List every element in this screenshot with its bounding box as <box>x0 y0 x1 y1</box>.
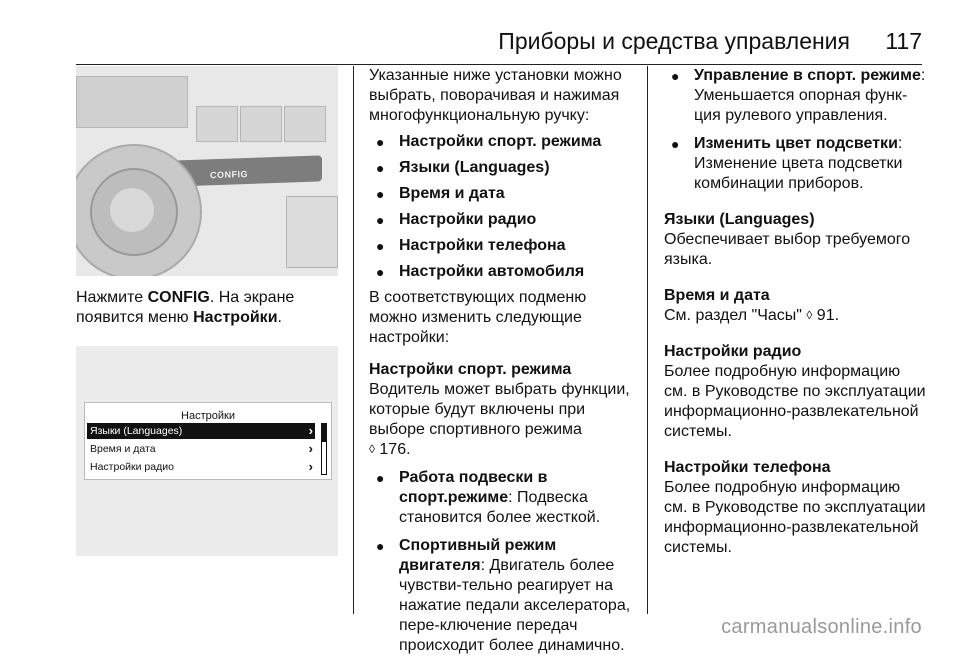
column-3 <box>664 66 928 558</box>
page-number: 117 <box>885 28 922 54</box>
menu-item: Настройки радио › <box>90 459 313 474</box>
bullet-item: ● Языки (Languages) <box>369 158 634 178</box>
section-text: Обеспечивает выбор требуемого языка. <box>664 231 911 268</box>
page-reference-icon: ◊ <box>806 308 813 322</box>
page-title: Приборы и средства управления <box>498 28 850 54</box>
bullet-item: ● Настройки автомобиля <box>369 262 634 282</box>
column-divider-1 <box>353 66 354 614</box>
console-button <box>240 106 282 142</box>
bullet-item: ● Время и дата <box>369 184 634 204</box>
console-button-panel <box>76 76 188 128</box>
console-button <box>196 106 238 142</box>
page-reference-icon: ◊ <box>369 442 375 456</box>
bullet-item: ● Настройки телефона <box>369 236 634 256</box>
config-button-label: CONFIG <box>210 168 248 181</box>
section-text: Более подробную информацию см. в Руководстве по эксплуатации информационно-развлекательной системы. <box>664 479 926 556</box>
section-heading: Настройки радио <box>664 343 802 360</box>
display-screenshot <box>76 346 338 556</box>
chevron-right-icon: › <box>308 423 313 438</box>
bullet-item: ● Работа подвески в спорт.режиме: Подвеска становится более жесткой. <box>369 468 634 528</box>
column-divider-2 <box>647 66 648 614</box>
section-heading: Время и дата <box>664 287 770 304</box>
bullet-item: ● Настройки спорт. режима <box>369 132 634 152</box>
page-header <box>0 24 960 58</box>
settings-menu-title: Настройки <box>181 410 235 422</box>
header-rule <box>76 64 922 65</box>
section-heading: Настройки спорт. режима <box>369 361 572 378</box>
column-2 <box>369 66 634 656</box>
settings-menu <box>84 402 332 480</box>
section-heading: Настройки телефона <box>664 459 831 476</box>
section-text: Более подробную информацию см. в Руководстве по эксплуатации информационно-развлекательной системы. <box>664 363 926 440</box>
bullet-item: ● Изменить цвет подсветки: Изменение цвета подсветки комбинации приборов. <box>664 134 928 194</box>
section-heading: Языки (Languages) <box>664 211 815 228</box>
instruction-text: Нажмите CONFIG. На экране появится меню Настройки. <box>76 289 295 326</box>
watermark: carmanualsonline.info <box>721 616 922 638</box>
intro-text: Указанные ниже установки можно выбрать, поворачивая и нажимая многофункциональную ручку: <box>369 67 622 124</box>
menu-item: Языки (Languages) › <box>87 423 315 439</box>
knob-center <box>110 188 154 232</box>
section-text: См. раздел "Часы" ◊ 91. <box>664 307 840 324</box>
bullet-item: ● Настройки радио <box>369 210 634 230</box>
submenu-text: В соответствующих подменю можно изменить следующие настройки: <box>369 289 587 346</box>
console-button <box>284 106 326 142</box>
chevron-right-icon: › <box>308 441 313 456</box>
bullet-item: ● Спортивный режим двигателя: Двигатель более чувстви-тельно реагирует на нажатие педали акселератора, пере-ключение передач происходит более динамично. <box>369 536 634 656</box>
console-side-panel <box>286 196 338 268</box>
bullet-item: ● Управление в спорт. режиме: Уменьшается опорная функ-ция рулевого управления. <box>664 66 928 126</box>
menu-scrollbar <box>321 423 327 475</box>
console-photo <box>76 66 338 276</box>
section-text: Водитель может выбрать функции, которые будут включены при выборе спортивного режима ◊ 176. <box>369 381 630 458</box>
menu-item: Время и дата › <box>90 441 313 456</box>
column-1 <box>76 66 338 556</box>
chevron-right-icon: › <box>308 459 313 474</box>
